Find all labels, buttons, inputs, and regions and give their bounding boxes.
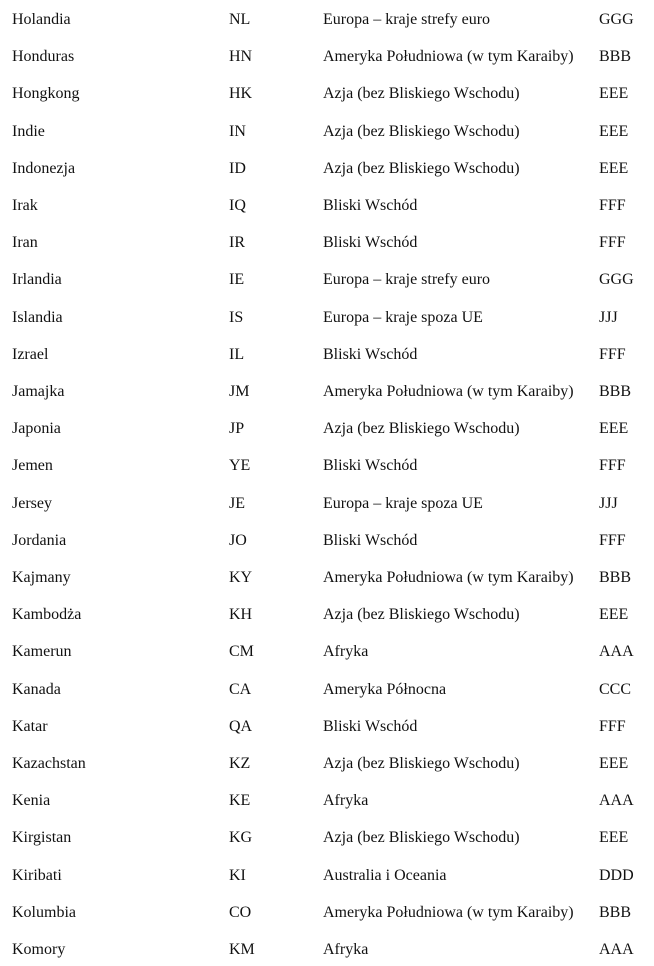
code-cell: IR	[229, 234, 245, 252]
region-cell: Ameryka Południowa (w tym Karaiby)	[323, 48, 574, 66]
country-cell: Honduras	[12, 48, 75, 66]
code-cell: JE	[229, 494, 245, 512]
group-cell: EEE	[599, 606, 629, 624]
region-cell: Ameryka Północna	[323, 680, 447, 698]
region-cell: Azja (bez Bliskiego Wschodu)	[323, 606, 520, 624]
region-cell: Bliski Wschód	[323, 717, 418, 735]
table-row	[0, 752, 654, 776]
group-cell: BBB	[599, 383, 632, 400]
table-row	[0, 380, 654, 404]
code-cell: HN	[229, 48, 253, 66]
group-cell: AAA	[599, 941, 634, 958]
table-row	[0, 82, 654, 106]
region-cell: Bliski Wschód	[323, 197, 418, 214]
code-cell: JO	[229, 531, 247, 549]
table-row	[0, 194, 654, 218]
code-cell: KZ	[229, 755, 251, 772]
region-cell: Afryka	[323, 941, 369, 958]
code-cell: KY	[229, 569, 253, 586]
table-row	[0, 566, 654, 590]
group-cell: EEE	[599, 122, 629, 140]
code-cell: NL	[229, 11, 251, 28]
code-cell: CA	[229, 680, 252, 698]
table-row	[0, 120, 654, 144]
group-cell: DDD	[599, 866, 634, 884]
code-cell: CM	[229, 643, 254, 661]
code-cell: KI	[229, 866, 246, 884]
region-cell: Europa – kraje spoza UE	[323, 308, 483, 326]
region-cell: Bliski Wschód	[323, 345, 418, 363]
code-cell: KG	[229, 829, 253, 847]
region-cell: Bliski Wschód	[323, 457, 418, 475]
country-cell: Kanada	[12, 680, 61, 698]
group-cell: FFF	[599, 234, 626, 252]
group-cell: EEE	[599, 159, 629, 177]
region-cell: Ameryka Południowa (w tym Karaiby)	[323, 903, 574, 921]
region-cell: Europa – kraje strefy euro	[323, 11, 491, 28]
code-cell: ID	[229, 159, 246, 177]
table-row	[0, 603, 654, 627]
country-cell: Iran	[12, 234, 38, 252]
code-cell: JM	[229, 383, 250, 400]
country-cell: Jordania	[12, 531, 67, 549]
table-row	[0, 938, 654, 962]
table-row	[0, 157, 654, 181]
country-cell: Islandia	[12, 308, 63, 326]
country-cell: Katar	[12, 717, 48, 735]
region-cell: Azja (bez Bliskiego Wschodu)	[323, 829, 520, 847]
country-cell: Kirgistan	[12, 829, 72, 847]
region-cell: Ameryka Południowa (w tym Karaiby)	[323, 383, 574, 400]
code-cell: YE	[229, 457, 251, 475]
country-cell: Kiribati	[12, 866, 62, 884]
group-cell: EEE	[599, 829, 629, 847]
table-row	[0, 492, 654, 516]
table-row	[0, 715, 654, 739]
code-cell: KE	[229, 792, 251, 810]
group-cell: FFF	[599, 717, 626, 735]
group-cell: JJJ	[599, 494, 618, 512]
country-cell: Kamerun	[12, 643, 72, 661]
group-cell: FFF	[599, 531, 626, 549]
table-row	[0, 826, 654, 850]
country-cell: Indie	[12, 122, 45, 140]
group-cell: JJJ	[599, 308, 618, 326]
table-row	[0, 268, 654, 292]
code-cell: CO	[229, 903, 252, 921]
code-cell: KH	[229, 606, 253, 624]
region-cell: Azja (bez Bliskiego Wschodu)	[323, 85, 520, 103]
region-cell: Australia i Oceania	[323, 866, 447, 884]
code-cell: HK	[229, 85, 253, 103]
table-row	[0, 640, 654, 664]
region-cell: Bliski Wschód	[323, 234, 418, 252]
code-cell: IN	[229, 122, 246, 140]
country-cell: Kazachstan	[12, 755, 86, 772]
code-cell: KM	[229, 941, 255, 958]
group-cell: CCC	[599, 680, 632, 698]
code-cell: QA	[229, 717, 253, 735]
country-cell: Irak	[12, 197, 38, 214]
region-cell: Europa – kraje spoza UE	[323, 494, 483, 512]
region-cell: Bliski Wschód	[323, 531, 418, 549]
country-cell: Indonezja	[12, 159, 76, 177]
table-row	[0, 343, 654, 367]
code-cell: IS	[229, 308, 244, 326]
group-cell: BBB	[599, 48, 632, 66]
table-row	[0, 901, 654, 925]
group-cell: AAA	[599, 643, 634, 661]
table-row	[0, 529, 654, 553]
region-cell: Azja (bez Bliskiego Wschodu)	[323, 755, 520, 772]
table-row	[0, 789, 654, 813]
group-cell: AAA	[599, 792, 634, 810]
country-cell: Jamajka	[12, 383, 65, 400]
group-cell: FFF	[599, 457, 626, 475]
country-cell: Irlandia	[12, 271, 62, 289]
country-cell: Kambodża	[12, 606, 82, 624]
group-cell: EEE	[599, 420, 629, 438]
country-cell: Komory	[12, 941, 66, 958]
country-cell: Izrael	[12, 345, 49, 363]
table-row	[0, 231, 654, 255]
region-cell: Azja (bez Bliskiego Wschodu)	[323, 122, 520, 140]
group-cell: FFF	[599, 345, 626, 363]
table-row	[0, 417, 654, 441]
region-cell: Azja (bez Bliskiego Wschodu)	[323, 159, 520, 177]
region-cell: Afryka	[323, 792, 369, 810]
group-cell: BBB	[599, 903, 632, 921]
country-cell: Kajmany	[12, 569, 71, 586]
country-cell: Kenia	[12, 792, 51, 810]
code-cell: JP	[229, 420, 245, 438]
region-cell: Afryka	[323, 643, 369, 661]
country-cell: Holandia	[12, 11, 71, 28]
group-cell: GGG	[599, 11, 634, 28]
country-cell: Kolumbia	[12, 903, 76, 921]
group-cell: GGG	[599, 271, 634, 289]
table-row	[0, 864, 654, 888]
country-cell: Japonia	[12, 420, 61, 438]
region-cell: Ameryka Południowa (w tym Karaiby)	[323, 569, 574, 586]
group-cell: EEE	[599, 85, 629, 103]
code-cell: IQ	[229, 197, 246, 214]
table-row	[0, 678, 654, 702]
group-cell: EEE	[599, 755, 629, 772]
group-cell: FFF	[599, 197, 626, 214]
code-cell: IE	[229, 271, 245, 289]
region-cell: Azja (bez Bliskiego Wschodu)	[323, 420, 520, 438]
table-row	[0, 454, 654, 478]
region-cell: Europa – kraje strefy euro	[323, 271, 491, 289]
group-cell: BBB	[599, 569, 632, 586]
country-cell: Hongkong	[12, 85, 80, 103]
country-cell: Jemen	[12, 457, 53, 475]
table-row	[0, 45, 654, 69]
table-row	[0, 8, 654, 32]
code-cell: IL	[229, 345, 245, 363]
country-cell: Jersey	[12, 494, 52, 512]
table-row	[0, 306, 654, 330]
